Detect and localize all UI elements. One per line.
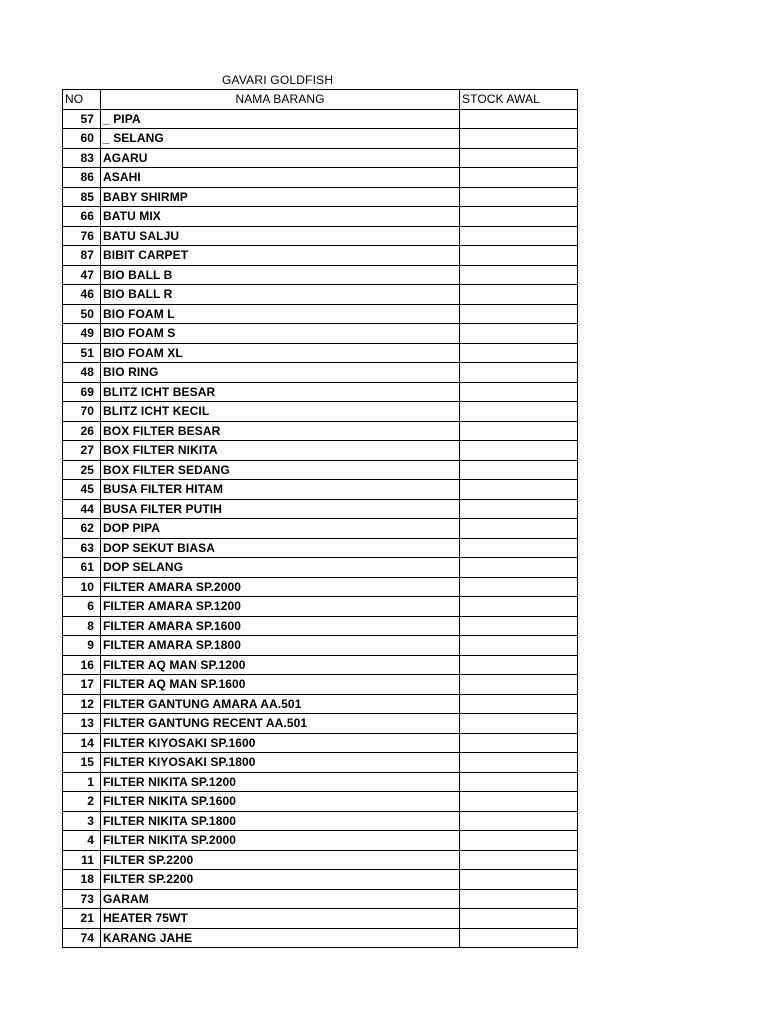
cell-initial-stock[interactable] [460,519,578,539]
table-row [63,519,578,539]
cell-item-name[interactable]: BLITZ ICHT BESAR [101,382,460,402]
cell-initial-stock[interactable] [460,382,578,402]
cell-initial-stock[interactable] [460,792,578,812]
cell-item-name[interactable]: FILTER NIKITA SP.1200 [101,772,460,792]
cell-item-name[interactable]: BUSA FILTER HITAM [101,480,460,500]
cell-item-name[interactable]: FILTER AMARA SP.2000 [101,577,460,597]
cell-initial-stock[interactable] [460,636,578,656]
cell-item-name[interactable]: FILTER AQ MAN SP.1200 [101,655,460,675]
table-row [63,129,578,149]
cell-no[interactable]: 15 [63,753,101,773]
cell-initial-stock[interactable] [460,499,578,519]
cell-item-name[interactable]: FILTER AMARA SP.1200 [101,597,460,617]
stock-table [62,89,578,948]
table-row [63,889,578,909]
cell-item-name[interactable]: BATU MIX [101,207,460,227]
table-row [63,265,578,285]
table-row [63,499,578,519]
cell-initial-stock[interactable] [460,207,578,227]
cell-item-name[interactable]: _ SELANG [101,129,460,149]
cell-initial-stock[interactable] [460,109,578,129]
cell-initial-stock[interactable] [460,460,578,480]
table-row [63,811,578,831]
table-row [63,441,578,461]
cell-item-name[interactable]: BLITZ ICHT KECIL [101,402,460,422]
cell-no[interactable]: 2 [63,792,101,812]
cell-initial-stock[interactable] [460,187,578,207]
cell-initial-stock[interactable] [460,363,578,383]
table-row [63,109,578,129]
table-row [63,480,578,500]
cell-initial-stock[interactable] [460,285,578,305]
cell-no[interactable]: 12 [63,694,101,714]
cell-item-name[interactable]: DOP PIPA [101,519,460,539]
cell-item-name[interactable]: _ PIPA [101,109,460,129]
table-row [63,577,578,597]
cell-item-name[interactable]: BABY SHIRMP [101,187,460,207]
table-row [63,870,578,890]
header-item-name[interactable]: NAMA BARANG [101,90,460,110]
table-row [63,226,578,246]
cell-item-name[interactable]: FILTER SP.2200 [101,850,460,870]
cell-item-name[interactable]: FILTER SP.2200 [101,870,460,890]
cell-no[interactable]: 13 [63,714,101,734]
table-row [63,850,578,870]
table-row [63,616,578,636]
cell-no[interactable]: 70 [63,402,101,422]
cell-initial-stock[interactable] [460,733,578,753]
cell-item-name[interactable]: BIO FOAM L [101,304,460,324]
cell-initial-stock[interactable] [460,889,578,909]
cell-no[interactable]: 62 [63,519,101,539]
cell-no[interactable]: 44 [63,499,101,519]
cell-no[interactable]: 27 [63,441,101,461]
cell-item-name[interactable]: FILTER GANTUNG AMARA AA.501 [101,694,460,714]
cell-item-name[interactable]: BIO FOAM XL [101,343,460,363]
cell-item-name[interactable]: DOP SELANG [101,558,460,578]
cell-no[interactable]: 57 [63,109,101,129]
cell-item-name[interactable]: FILTER NIKITA SP.1600 [101,792,460,812]
table-row [63,207,578,227]
cell-item-name[interactable]: BIO BALL B [101,265,460,285]
table-row [63,733,578,753]
cell-no[interactable]: 86 [63,168,101,188]
cell-no[interactable]: 73 [63,889,101,909]
cell-item-name[interactable]: GARAM [101,889,460,909]
table-row [63,168,578,188]
cell-initial-stock[interactable] [460,831,578,851]
cell-initial-stock[interactable] [460,265,578,285]
cell-no[interactable]: 21 [63,909,101,929]
table-row [63,363,578,383]
cell-item-name[interactable]: ASAHI [101,168,460,188]
cell-item-name[interactable]: BOX FILTER SEDANG [101,460,460,480]
cell-item-name[interactable]: FILTER NIKITA SP.2000 [101,831,460,851]
cell-initial-stock[interactable] [460,226,578,246]
cell-initial-stock[interactable] [460,168,578,188]
cell-no[interactable]: 45 [63,480,101,500]
cell-item-name[interactable]: BIO BALL R [101,285,460,305]
table-row [63,831,578,851]
cell-no[interactable]: 60 [63,129,101,149]
cell-no[interactable]: 6 [63,597,101,617]
cell-initial-stock[interactable] [460,850,578,870]
cell-no[interactable]: 18 [63,870,101,890]
header-no[interactable]: NO [63,90,101,110]
cell-item-name[interactable]: BIO RING [101,363,460,383]
cell-initial-stock[interactable] [460,753,578,773]
cell-item-name[interactable]: BATU SALJU [101,226,460,246]
table-row [63,285,578,305]
cell-initial-stock[interactable] [460,421,578,441]
table-row [63,928,578,948]
cell-no[interactable]: 48 [63,363,101,383]
cell-item-name[interactable]: BIO FOAM S [101,324,460,344]
cell-no[interactable]: 9 [63,636,101,656]
cell-no[interactable]: 69 [63,382,101,402]
cell-initial-stock[interactable] [460,694,578,714]
table-row [63,753,578,773]
cell-item-name[interactable]: FILTER AMARA SP.1600 [101,616,460,636]
cell-item-name[interactable]: BIBIT CARPET [101,246,460,266]
cell-no[interactable]: 51 [63,343,101,363]
cell-no[interactable]: 17 [63,675,101,695]
cell-no[interactable]: 83 [63,148,101,168]
table-row [63,402,578,422]
header-initial-stock[interactable]: STOCK AWAL [460,90,578,110]
table-row [63,148,578,168]
cell-no[interactable]: 74 [63,928,101,948]
table-row [63,558,578,578]
cell-no[interactable]: 25 [63,460,101,480]
cell-initial-stock[interactable] [460,324,578,344]
cell-item-name[interactable]: DOP SEKUT BIASA [101,538,460,558]
table-row [63,792,578,812]
cell-initial-stock[interactable] [460,577,578,597]
table-row [63,597,578,617]
table-row [63,694,578,714]
table-header-row [63,90,578,110]
cell-no[interactable]: 66 [63,207,101,227]
cell-initial-stock[interactable] [460,129,578,149]
sheet-title: GAVARI GOLDFISH [222,73,334,87]
cell-initial-stock[interactable] [460,538,578,558]
cell-no[interactable]: 76 [63,226,101,246]
stock-table-body [63,90,578,948]
cell-no[interactable]: 46 [63,285,101,305]
cell-item-name[interactable]: FILTER AMARA SP.1800 [101,636,460,656]
cell-no[interactable]: 87 [63,246,101,266]
cell-no[interactable]: 1 [63,772,101,792]
table-row [63,246,578,266]
table-row [63,909,578,929]
cell-initial-stock[interactable] [460,597,578,617]
table-row [63,421,578,441]
table-row [63,382,578,402]
cell-no[interactable]: 26 [63,421,101,441]
cell-item-name[interactable]: FILTER KIYOSAKI SP.1800 [101,753,460,773]
cell-initial-stock[interactable] [460,304,578,324]
cell-item-name[interactable]: FILTER NIKITA SP.1800 [101,811,460,831]
cell-no[interactable]: 4 [63,831,101,851]
table-row [63,675,578,695]
table-row [63,324,578,344]
cell-no[interactable]: 47 [63,265,101,285]
cell-item-name[interactable]: FILTER GANTUNG RECENT AA.501 [101,714,460,734]
cell-no[interactable]: 49 [63,324,101,344]
cell-no[interactable]: 10 [63,577,101,597]
sheet-title-row [62,71,571,89]
table-row [63,714,578,734]
table-row [63,460,578,480]
cell-initial-stock[interactable] [460,148,578,168]
cell-no[interactable]: 63 [63,538,101,558]
cell-no[interactable]: 8 [63,616,101,636]
cell-initial-stock[interactable] [460,441,578,461]
cell-item-name[interactable]: HEATER 75WT [101,909,460,929]
table-row [63,655,578,675]
cell-initial-stock[interactable] [460,402,578,422]
cell-item-name[interactable]: KARANG JAHE [101,928,460,948]
cell-initial-stock[interactable] [460,246,578,266]
cell-initial-stock[interactable] [460,616,578,636]
cell-no[interactable]: 14 [63,733,101,753]
cell-initial-stock[interactable] [460,870,578,890]
cell-initial-stock[interactable] [460,714,578,734]
cell-initial-stock[interactable] [460,928,578,948]
cell-item-name[interactable]: FILTER KIYOSAKI SP.1600 [101,733,460,753]
cell-no[interactable]: 16 [63,655,101,675]
cell-initial-stock[interactable] [460,480,578,500]
cell-no[interactable]: 50 [63,304,101,324]
cell-item-name[interactable]: BOX FILTER NIKITA [101,441,460,461]
cell-item-name[interactable]: BOX FILTER BESAR [101,421,460,441]
cell-initial-stock[interactable] [460,558,578,578]
cell-item-name[interactable]: FILTER AQ MAN SP.1600 [101,675,460,695]
table-row [63,187,578,207]
cell-initial-stock[interactable] [460,811,578,831]
table-row [63,772,578,792]
cell-item-name[interactable]: AGARU [101,148,460,168]
table-row [63,538,578,558]
cell-initial-stock[interactable] [460,343,578,363]
cell-no[interactable]: 85 [63,187,101,207]
cell-no[interactable]: 3 [63,811,101,831]
cell-no[interactable]: 61 [63,558,101,578]
cell-initial-stock[interactable] [460,909,578,929]
cell-initial-stock[interactable] [460,675,578,695]
cell-initial-stock[interactable] [460,772,578,792]
table-row [63,636,578,656]
cell-no[interactable]: 11 [63,850,101,870]
cell-item-name[interactable]: BUSA FILTER PUTIH [101,499,460,519]
cell-initial-stock[interactable] [460,655,578,675]
table-row [63,343,578,363]
table-row [63,304,578,324]
